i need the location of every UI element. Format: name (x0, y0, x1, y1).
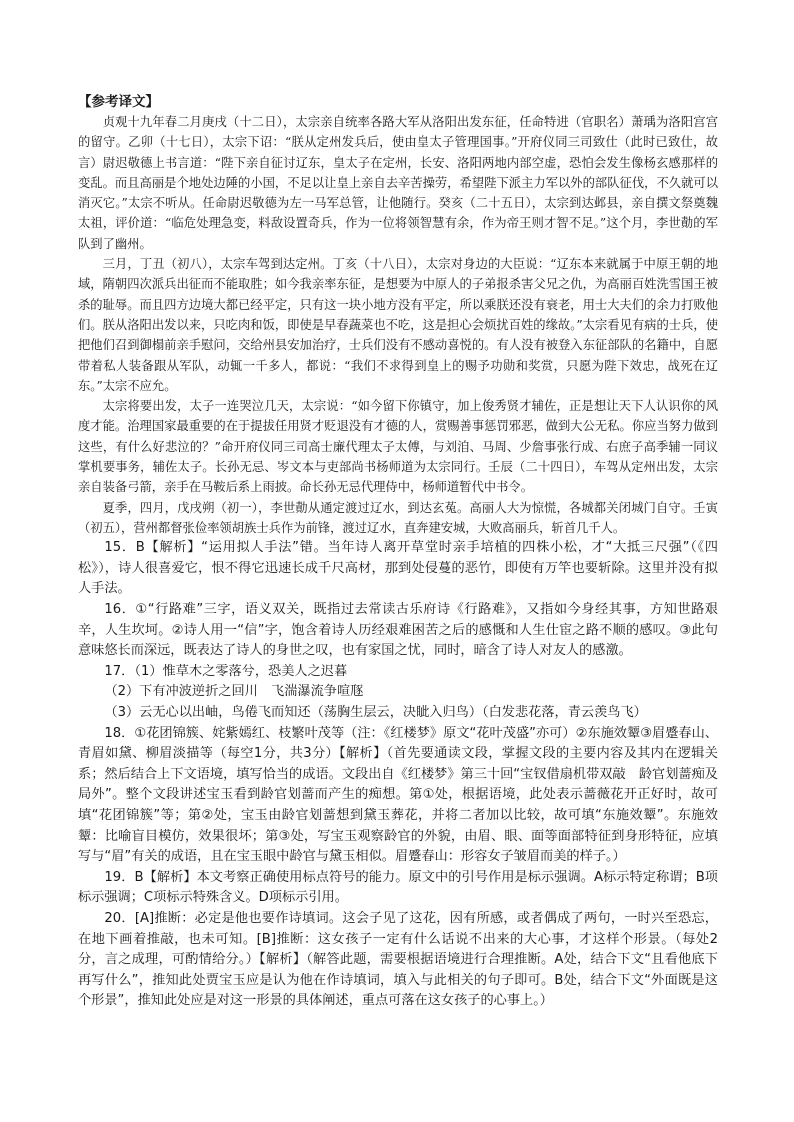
translation-paragraph: 夏季，四月，戊戌朔（初一），李世勣从通定渡过辽水，到达玄菟。高丽人大为惊慌，各城都关闭城门自守。壬寅（初五），营州都督张俭率领胡族士兵作为前锋，渡过辽水，直奔建安城，大败高丽兵，斩首几千人。 (78, 500, 718, 535)
answer-15: 15．B【解析】“运用拟人手法”错。当年诗人离开草堂时亲手培植的四株小松，才“大抵三尺强”（《四松》），诗人很喜爱它，恨不得它迅速长成千尺高材，那到处侵蔓的恶竹，即使有万竿也要斩除。这里并没有拟人手法。 (78, 540, 718, 597)
translation-paragraph: 三月，丁丑（初八），太宗车驾到达定州。丁亥（十八日），太宗对身边的大臣说：“辽东本来就属于中原王朝的地域，隋朝四次派兵出征而不能取胜；如今我亲率东征，是想要为中原人的子弟报杀害父兄之仇，为高丽百姓洗雪国王被杀的耻辱。而且四方边境大都已经平定，只有这一块小地方没有平定，所以乘朕还没有衰老，用士大夫们的余力打败他们。朕从洛阳出发以来，只吃肉和饭，即使是早春蔬菜也不吃，这是担心会烦扰百姓的缘故。”太宗看见有病的士兵，使把他们召到御榻前亲手慰问，交给州县安加治疗，士兵们没有不感动喜悦的。有人没有被登入东征部队的名籍中，自愿带着私人装备跟从军队，动辄一千多人，都说：“我们不求得到皇上的赐予功勋和奖赏，只愿为陛下效忠，战死在辽东。”太宗不应允。 (78, 257, 718, 393)
answer-18: 18．①花团锦簇、姹紫嫣红、枝繁叶茂等（注：《红楼梦》原文“花叶茂盛”亦可）②东施效颦③眉蹙春山、青眉如黛、柳眉淡描等（每空1分，共3分）【解析】（首先要通读文段，掌握文段的主要内容及其内在逻辑关系；然后结合上下文语境，填写恰当的成语。文段出自《红楼梦》第三十回“宝钗借扇机带双敲 龄官划蔷痴及局外”。整个文段讲述宝玉看到龄官划蔷而产生的痴想。第①处，根据语境，此处表示蔷薇花开正好时，故可填“花团锦簇”等；第②处，宝玉由龄官划蔷想到黛玉葬花，并将二者加以比较，故可填“东施效颦”。东施效颦：比喻盲目模仿，效果很坏；第③处，写宝玉观察龄官的外貌，由眉、眼、面等面部特征到身形特征，应填写与“眉”有关的成语，且在宝玉眼中龄官与黛玉相似。眉蹙春山：形容女子皱眉而美的样子。） (78, 725, 718, 865)
document-page (78, 94, 718, 1012)
answer-16: 16．①“行路难”三字，语义双关，既指过去常读古乐府诗《行路难》，又指如今身经其事，方知世路艰辛，人生坎坷。②诗人用一“信”字，饱含着诗人历经艰难困苦之后的感慨和人生仕宦之路不顺的感叹。③此句意味悠长而深远，既表达了诗人的身世之叹，也有家国之忧，同时，暗含了诗人对友人的感激。 (78, 602, 718, 659)
translation-paragraph: 太宗将要出发，太子一连哭泣几天，太宗说：“如今留下你镇守，加上俊秀贤才辅佐，正是想让天下人认识你的风度才能。治理国家最重要的在于提拔任用贤才贬退没有才德的人，赏赐善事惩罚邪恶，做到大公无私。你应当努力做到这些，有什么好悲泣的？”命开府仪同三司高士廉代理太子太傅，与刘洎、马周、少詹事张行成、右庶子高季辅一同议掌机要事务，辅佐太子。长孙无忌、岑文本与吏部尚书杨师道为太宗同行。壬辰（二十四日），车驾从定州出发，太宗亲自装备弓箭，亲手在马鞍后系上雨披。命长孙无忌代理侍中，杨师道暂代中书令。 (78, 399, 718, 495)
answer-20: 20．[A]推断：必定是他也要作诗填词。这会子见了这花，因有所感，或者偶成了两句，一时兴至恐忘，在地下画着推敲，也未可知。[B]推断：这女孩子一定有什么话说不出来的大心事，才这样个形景。（每处2分，言之成理，可酌情给分。）【解析】（解答此题，需要根据语境进行合理推断。A处，结合下文“且看他底下再写什么”，推知此处贾宝玉应是认为他在作诗填词，填入与此相关的句子即可。B处，结合下文“外面既是这个形景”，推知此处应是对这一形景的具体阐述，重点可落在这女孩子的心事上。） (78, 910, 718, 1009)
answer-17-line-3: （3）云无心以出岫，鸟倦飞而知还（荡胸生层云，决眦入归鸟）（白发悲花落，青云羡鸟飞） (104, 704, 647, 720)
answer-17-line-2: （2）下有冲波逆折之回川 飞湍瀑流争喧豗 (104, 684, 364, 700)
translation-paragraph: 贞观十九年春二月庚戌（十二日），太宗亲自统率各路大军从洛阳出发东征，任命特进（官职名）萧瑀为洛阳宫宫的留守。乙卯（十七日），太宗下诏：“朕从定州发兵后，使由皇太子管理国事。”开府仪同三司致仕（此时已致仕，故言）尉迟敬德上书言道：“陛下亲自征讨辽东，皇太子在定州，长安、洛阳两地内部空虚，恐怕会发生像杨玄感那样的变乱。而且高丽是个地处边陲的小国，不足以让皇上亲自去辛苦操劳，希望陛下派主力军以外的部队征伐，不久就可以消灭它。”太宗不听从。任命尉迟敬德为左一马军总管，让他随行。癸亥（二十五日），太宗到达邺县，亲自撰文祭奠魏太祖，评价道：“临危处理急变，料敌设置奇兵，作为一位将领智慧有余，作为帝王则才智不足。”这个月，李世勣的军队到了幽州。 (78, 115, 718, 251)
reference-translation-heading: 【参考译文】 (78, 94, 159, 110)
answer-17: 17．（1）惟草木之零落兮，恐美人之迟暮 (104, 663, 348, 679)
answer-19: 19．B【解析】本文考察正确使用标点符号的能力。原文中的引号作用是标示强调。A标示特定称谓；B项标示强调；C项标示特殊含义。D项标示引用。 (78, 869, 718, 906)
